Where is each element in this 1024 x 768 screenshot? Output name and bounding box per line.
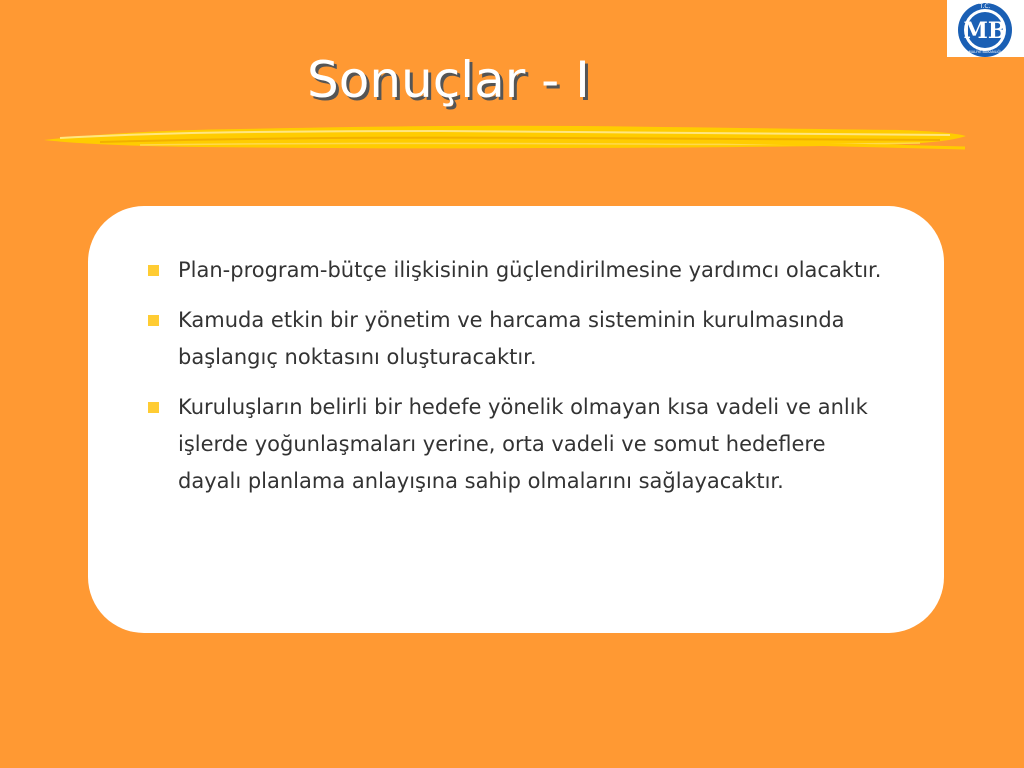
ministry-logo: [947, 0, 1024, 57]
title-underline-brush-stroke: [40, 118, 970, 158]
square-bullet-icon: [148, 402, 159, 413]
logo-emblem-text: MB: [963, 18, 1007, 44]
logo-top-text: T.C.: [979, 3, 991, 10]
square-bullet-icon: [148, 315, 159, 326]
list-item: [148, 302, 888, 376]
bullet-text: Plan-program-bütçe ilişkisinin güçlendirilmesine yardımcı olacaktır.: [178, 258, 882, 282]
bullet-text: Kamuda etkin bir yönetim ve harcama sisteminin kurulmasında başlangıç noktasını oluşturacaktır.: [178, 308, 845, 369]
ministry-emblem-icon: [947, 0, 1024, 57]
slide-title: Sonuçlar - I: [307, 51, 590, 109]
square-bullet-icon: [148, 265, 159, 276]
list-item: [148, 389, 888, 500]
bullet-list: [148, 252, 888, 513]
bullet-text: Kuruluşların belirli bir hedefe yönelik olmayan kısa vadeli ve anlık işlerde yoğunlaşmaları yerine, orta vadeli ve somut hedeflere dayalı planlama anlayışına sahip olmalarını sağlayacaktır.: [178, 395, 868, 493]
logo-ring-text: MALİYE BAKANLIĞI: [968, 50, 1002, 54]
content-panel: [88, 206, 944, 633]
list-item: [148, 252, 888, 289]
